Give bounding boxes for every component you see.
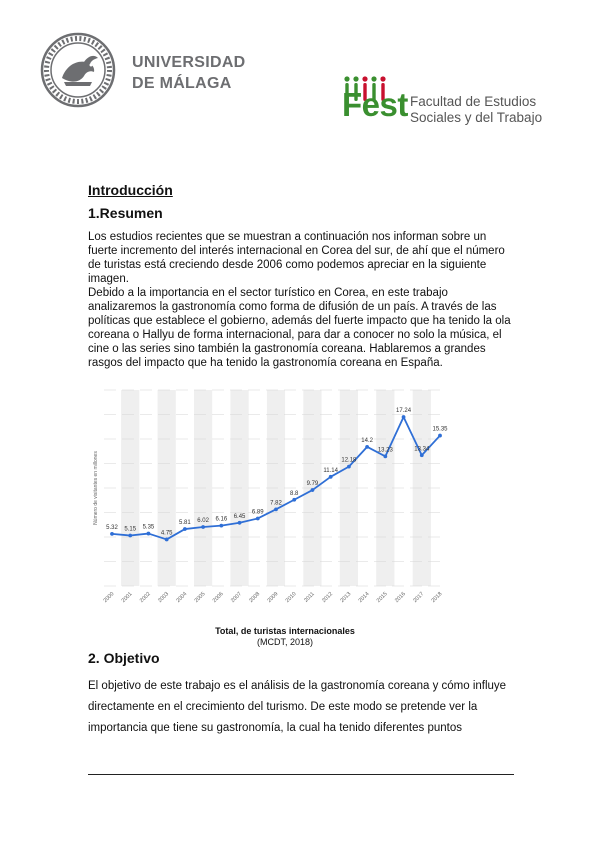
- footer-rule: [88, 774, 514, 775]
- chart-data-label: 14.2: [361, 437, 373, 444]
- chart-x-tick-label: 2013: [339, 591, 353, 605]
- fest-logo: [342, 58, 562, 130]
- chart-x-tick-label: 2015: [375, 591, 389, 605]
- chart-data-label: 15.35: [432, 426, 448, 433]
- chart-data-label: 6.02: [197, 518, 209, 525]
- chart-x-tick-labels: [103, 591, 444, 604]
- chart-data-label: 6.89: [251, 509, 264, 516]
- chart-point: [383, 454, 387, 458]
- chart-y-axis-label: Número de visitantes en millones: [93, 451, 99, 525]
- chart-x-tick-label: 2016: [394, 591, 407, 605]
- chart-caption-title: Total, de turistas internacionales: [215, 626, 355, 636]
- chart-point: [201, 525, 205, 529]
- chart-point: [256, 517, 260, 521]
- chart-point: [183, 527, 187, 531]
- chart-x-tick-label: 2006: [211, 591, 225, 605]
- objetivo-heading: 2. Objetivo: [88, 650, 160, 666]
- chart-data-label: 7.82: [270, 500, 282, 507]
- chart-data-label: 13.23: [377, 447, 393, 454]
- chart-x-tick-label: 2011: [303, 591, 316, 604]
- chart-x-tick-label: 2007: [230, 591, 243, 605]
- resumen-body: [88, 230, 518, 370]
- chart-data-label: 4.75: [160, 530, 173, 537]
- chart-x-tick-label: 2012: [321, 591, 335, 605]
- resumen-heading: 1.Resumen: [88, 205, 163, 221]
- chart-data-label: 11.14: [323, 467, 338, 474]
- introduction-heading: Introducción: [88, 182, 173, 198]
- chart-x-tick-label: 2002: [138, 591, 152, 605]
- chart-point: [329, 475, 333, 479]
- chart-point: [402, 415, 406, 419]
- chart-data-label: 5.81: [179, 520, 191, 527]
- chart-caption-source: (MCDT, 2018): [256, 637, 313, 647]
- chart-x-tick-label: 2009: [266, 591, 280, 605]
- chart-point: [420, 453, 424, 457]
- chart-point: [438, 434, 442, 438]
- chart-x-tick-label: 2014: [357, 591, 371, 605]
- resumen-paragraph-1: Los estudios recientes que se muestran a continuación nos informan sobre un fuerte incremento del interés internacional en Corea del sur, de ahí que el número de turistas está creciendo desde 2006 como podemos apreciar en la siguiente imagen.: [88, 231, 505, 285]
- chart-x-tick-label: 2017: [412, 591, 426, 605]
- chart-x-tick-label: 2008: [248, 591, 262, 605]
- chart-point: [147, 532, 151, 536]
- chart-point: [110, 532, 114, 536]
- fest-wordmark: Fest: [342, 86, 408, 123]
- chart-data-label: 6.16: [215, 516, 228, 523]
- objetivo-paragraph-1: El objetivo de este trabajo es el análisis de la gastronomía coreana y cómo influye directamente en el crecimiento del turismo. De este modo se pretende ver la importancia que tiene su gastronomía, la cual ha tenido diferentes puntos: [88, 680, 507, 734]
- universidad-malaga-logo: [40, 32, 250, 112]
- chart-caption: [180, 626, 390, 648]
- chart-data-label: 5.15: [124, 526, 137, 533]
- chart-x-tick-label: 2004: [175, 591, 189, 605]
- chart-point: [347, 465, 351, 469]
- chart-data-label: 9.79: [306, 481, 319, 488]
- chart-point: [292, 498, 296, 502]
- chart-data-label: 6.45: [233, 513, 246, 520]
- chart-point: [165, 538, 169, 542]
- chart-x-tick-label: 2003: [157, 591, 171, 605]
- chart-x-tick-label: 2005: [193, 591, 207, 605]
- chart-x-tick-label: 2000: [102, 591, 116, 605]
- chart-data-label: 12.18: [341, 457, 357, 464]
- chart-point: [128, 534, 132, 538]
- objetivo-body: [88, 676, 528, 739]
- faculty-name: [410, 94, 542, 126]
- chart-x-tick-label: 2010: [284, 591, 298, 605]
- chart-data-label: 13.34: [414, 446, 430, 453]
- faculty-name-line-2: Sociales y del Trabajo: [410, 110, 543, 125]
- chart-point: [238, 521, 242, 525]
- chart-data-label: 5.32: [106, 524, 118, 531]
- chart-point: [311, 488, 315, 492]
- chart-x-tick-label: 2001: [120, 591, 134, 605]
- chart-x-tick-label: 2018: [430, 591, 444, 605]
- university-seal-icon: [40, 32, 116, 108]
- tourists-line-chart: [88, 384, 448, 614]
- chart-point: [219, 524, 223, 528]
- resumen-paragraph-2: Debido a la importancia en el sector turístico en Corea, en este trabajo analizaremos la gastronomía como forma de difusión de un país. A través de las políticas que establece el gobierno, además del fuerte impacto que ha tenido la ola coreana o Hallyu de forma internacional, para dar a conocer no solo la música, el cine o las series sino también la gastronomía coreana. Hablaremos a grandes rasgos del impacto que ha tenido la gastronomía coreana en España.: [88, 287, 511, 369]
- faculty-name-line-1: Facultad de Estudios: [410, 94, 537, 109]
- chart-data-label: 5.35: [142, 524, 155, 531]
- university-name-line-1: UNIVERSIDAD: [132, 54, 246, 71]
- chart-data-label: 8.8: [290, 490, 299, 497]
- university-name: [132, 52, 246, 94]
- chart-point: [365, 445, 369, 449]
- chart-data-label: 17.24: [396, 408, 412, 415]
- university-name-line-2: DE MÁLAGA: [132, 75, 232, 92]
- chart-point: [274, 507, 278, 511]
